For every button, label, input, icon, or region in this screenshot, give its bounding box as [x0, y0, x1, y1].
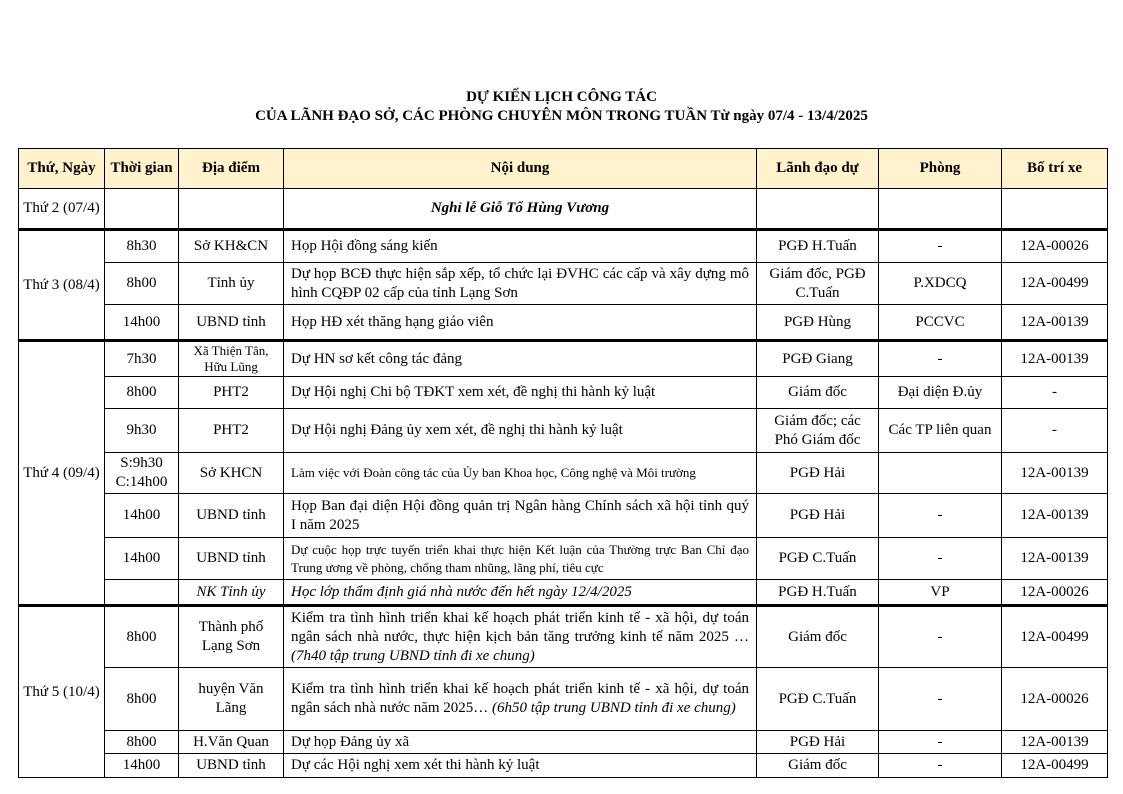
content-cell: Dự Hội nghị Đảng ủy xem xét, đề nghị thi hành kỷ luật	[284, 409, 757, 453]
dept-cell: P.XDCQ	[879, 263, 1002, 305]
place-cell: Thành phố Lạng Sơn	[179, 606, 284, 668]
content-cell: Dự họp Đảng ủy xã	[284, 731, 757, 754]
table-row	[19, 494, 1108, 538]
leader-cell: PGĐ C.Tuấn	[757, 668, 879, 731]
dept-cell: -	[879, 668, 1002, 731]
time-cell: 7h30	[105, 341, 179, 377]
time-cell: 8h30	[105, 230, 179, 263]
leader-cell: PGĐ Hải	[757, 453, 879, 494]
leader-cell: Giám đốc	[757, 754, 879, 778]
content-cell: Học lớp thẩm định giá nhà nước đến hết ngày 12/4/2025	[284, 580, 757, 606]
dept-cell: Các TP liên quan	[879, 409, 1002, 453]
car-cell: -	[1002, 409, 1108, 453]
day-cell: Thứ 5 (10/4)	[19, 606, 105, 778]
table-row	[19, 230, 1108, 263]
table-row	[19, 580, 1108, 606]
leader-cell: PGĐ Giang	[757, 341, 879, 377]
time-cell: S:9h30 C:14h00	[105, 453, 179, 494]
leader-cell: PGĐ H.Tuấn	[757, 580, 879, 606]
table-row	[19, 731, 1108, 754]
content-cell: Dự họp BCĐ thực hiện sắp xếp, tổ chức lại ĐVHC các cấp và xây dựng mô hình CQĐP 02 cấp của tỉnh Lạng Sơn	[284, 263, 757, 305]
content-cell	[284, 668, 757, 731]
place-cell: UBND tỉnh	[179, 538, 284, 580]
time-cell: 14h00	[105, 305, 179, 341]
leader-cell: PGĐ Hải	[757, 731, 879, 754]
dept-cell	[879, 189, 1002, 230]
header-day: Thứ, Ngày	[19, 149, 105, 189]
leader-cell	[757, 189, 879, 230]
leader-cell: PGĐ Hải	[757, 494, 879, 538]
dept-cell: -	[879, 341, 1002, 377]
place-cell	[179, 189, 284, 230]
time-cell	[105, 580, 179, 606]
table-row	[19, 453, 1108, 494]
header-time: Thời gian	[105, 149, 179, 189]
content-text: Kiểm tra tình hình triển khai kế hoạch phát triển kinh tế - xã hội, dự toán ngân sách nhà nước, thực hiện kịch bản tăng trưởng kinh tế năm 2025 …	[291, 609, 749, 645]
document-subtitle: CỦA LÃNH ĐẠO SỞ, CÁC PHÒNG CHUYÊN MÔN TRONG TUẦN Từ ngày 07/4 - 13/4/2025	[255, 108, 868, 124]
time-cell	[105, 189, 179, 230]
dept-cell: -	[879, 494, 1002, 538]
dept-cell: -	[879, 606, 1002, 668]
table-row	[19, 754, 1108, 778]
place-cell: UBND tỉnh	[179, 754, 284, 778]
table-row	[19, 377, 1108, 409]
dept-cell: -	[879, 230, 1002, 263]
leader-cell: Giám đốc, PGĐ C.Tuấn	[757, 263, 879, 305]
content-cell: Họp Ban đại diện Hội đồng quản trị Ngân hàng Chính sách xã hội tỉnh quý I năm 2025	[284, 494, 757, 538]
leader-cell: PGĐ Hùng	[757, 305, 879, 341]
place-cell: Sở KH&CN	[179, 230, 284, 263]
car-cell: -	[1002, 377, 1108, 409]
place-cell: H.Văn Quan	[179, 731, 284, 754]
car-cell: 12A-00499	[1002, 606, 1108, 668]
content-cell: Dự cuộc họp trực tuyến triển khai thực hiện Kết luận của Thường trực Ban Chỉ đạo Trung ương về phòng, chống tham nhũng, lãng phí, tiêu cực	[284, 538, 757, 580]
table-row	[19, 668, 1108, 731]
car-cell: 12A-00139	[1002, 731, 1108, 754]
document-title: DỰ KIẾN LỊCH CÔNG TÁC	[466, 89, 657, 105]
content-cell: Làm việc với Đoàn công tác của Ủy ban Khoa học, Công nghệ và Môi trường	[284, 453, 757, 494]
car-cell	[1002, 189, 1108, 230]
dept-cell: -	[879, 754, 1002, 778]
content-cell: Họp Hội đồng sáng kiến	[284, 230, 757, 263]
table-row	[19, 538, 1108, 580]
content-cell: Dự các Hội nghị xem xét thi hành kỷ luật	[284, 754, 757, 778]
time-cell: 8h00	[105, 606, 179, 668]
header-content: Nội dung	[284, 149, 757, 189]
leader-cell: PGĐ H.Tuấn	[757, 230, 879, 263]
time-cell: 14h00	[105, 754, 179, 778]
content-note: (7h40 tập trung UBND tỉnh đi xe chung)	[291, 647, 535, 664]
car-cell: 12A-00139	[1002, 453, 1108, 494]
leader-cell: Giám đốc	[757, 606, 879, 668]
content-cell	[284, 606, 757, 668]
car-cell: 12A-00139	[1002, 341, 1108, 377]
table-row	[19, 606, 1108, 668]
car-cell: 12A-00026	[1002, 580, 1108, 606]
time-cell: 8h00	[105, 731, 179, 754]
content-cell: Họp HĐ xét thăng hạng giáo viên	[284, 305, 757, 341]
table-row	[19, 263, 1108, 305]
content-text: Kiểm tra tình hình triển khai kế hoạch phát triển kinh tế - xã hội, dự toán ngân sách nhà nước năm 2025…	[291, 681, 749, 716]
time-cell: 14h00	[105, 538, 179, 580]
leader-cell: Giám đốc; các Phó Giám đốc	[757, 409, 879, 453]
content-cell: Dự Hội nghị Chi bộ TĐKT xem xét, đề nghị thi hành kỷ luật	[284, 377, 757, 409]
day-cell: Thứ 2 (07/4)	[19, 189, 105, 230]
leader-cell: PGĐ C.Tuấn	[757, 538, 879, 580]
time-cell: 8h00	[105, 377, 179, 409]
time-cell: 8h00	[105, 668, 179, 731]
dept-cell	[879, 453, 1002, 494]
dept-cell: VP	[879, 580, 1002, 606]
time-cell: 9h30	[105, 409, 179, 453]
table-row	[19, 409, 1108, 453]
car-cell: 12A-00026	[1002, 230, 1108, 263]
header-row	[19, 149, 1108, 189]
day-cell: Thứ 3 (08/4)	[19, 230, 105, 341]
leader-cell: Giám đốc	[757, 377, 879, 409]
time-cell: 14h00	[105, 494, 179, 538]
place-cell: huyện Văn Lãng	[179, 668, 284, 731]
car-cell: 12A-00139	[1002, 305, 1108, 341]
car-cell: 12A-00139	[1002, 494, 1108, 538]
place-cell: PHT2	[179, 409, 284, 453]
place-cell: PHT2	[179, 377, 284, 409]
place-cell: Xã Thiện Tân, Hữu Lũng	[179, 341, 284, 377]
header-place: Địa điểm	[179, 149, 284, 189]
dept-cell: PCCVC	[879, 305, 1002, 341]
place-cell: NK Tỉnh ủy	[179, 580, 284, 606]
header-dept: Phòng	[879, 149, 1002, 189]
dept-cell: Đại diện Đ.ủy	[879, 377, 1002, 409]
table-row	[19, 341, 1108, 377]
schedule-table	[18, 148, 1108, 778]
dept-cell: -	[879, 731, 1002, 754]
table-row	[19, 189, 1108, 230]
header-leader: Lãnh đạo dự	[757, 149, 879, 189]
content-cell: Dự HN sơ kết công tác đảng	[284, 341, 757, 377]
car-cell: 12A-00026	[1002, 668, 1108, 731]
header-car: Bố trí xe	[1002, 149, 1108, 189]
dept-cell: -	[879, 538, 1002, 580]
car-cell: 12A-00499	[1002, 754, 1108, 778]
place-cell: Tỉnh ủy	[179, 263, 284, 305]
car-cell: 12A-00499	[1002, 263, 1108, 305]
car-cell: 12A-00139	[1002, 538, 1108, 580]
holiday-cell: Nghỉ lễ Giỗ Tổ Hùng Vương	[284, 189, 757, 230]
place-cell: UBND tỉnh	[179, 494, 284, 538]
table-row	[19, 305, 1108, 341]
time-cell: 8h00	[105, 263, 179, 305]
place-cell: UBND tỉnh	[179, 305, 284, 341]
day-cell: Thứ 4 (09/4)	[19, 341, 105, 606]
content-note: (6h50 tập trung UBND tỉnh đi xe chung)	[492, 700, 736, 716]
place-cell: Sở KHCN	[179, 453, 284, 494]
